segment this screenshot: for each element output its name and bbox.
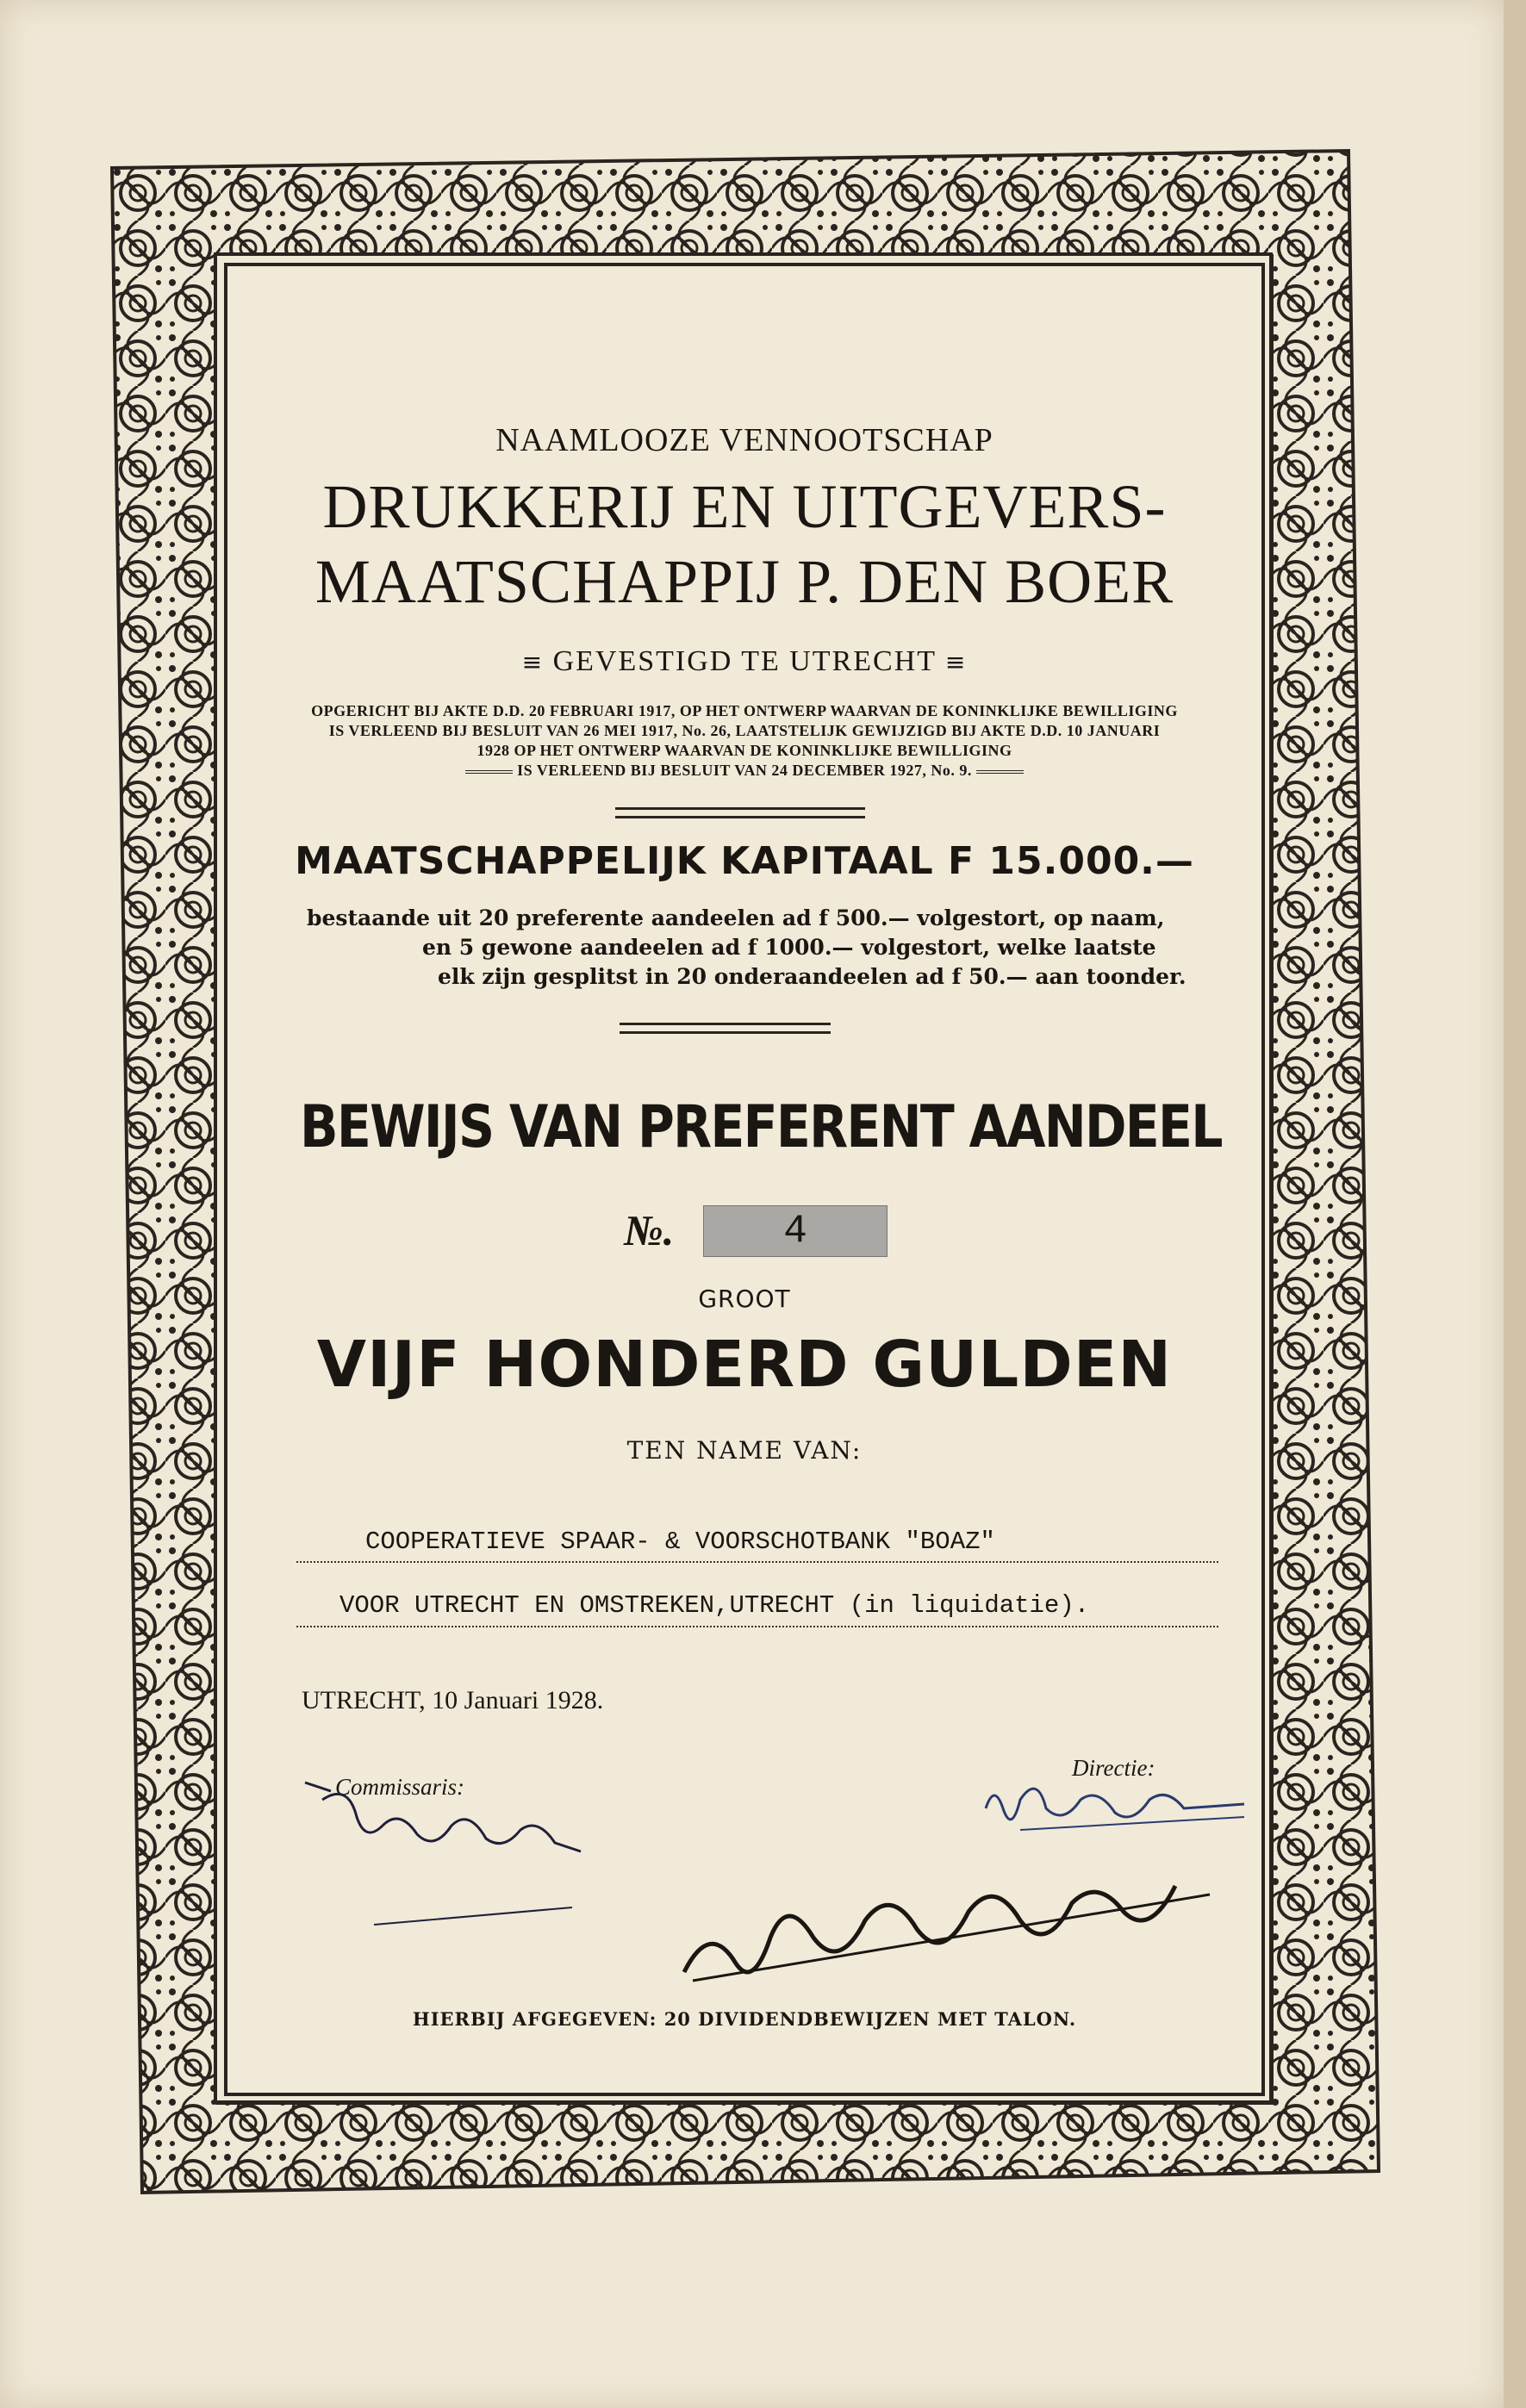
capital-detail-line: elk zijn gesplitst in 20 onderaandeelen ad f 50.— aan toonder. <box>438 964 1187 989</box>
certificate-number: 4 <box>703 1205 888 1257</box>
company-name-line2: MAATSCHAPPIJ P. DEN BOER <box>315 547 1174 616</box>
certificate-text-panel <box>224 263 1265 2096</box>
company-name-line1: DRUKKERIJ EN UITGEVERS- <box>322 472 1167 541</box>
paper-edge <box>1504 0 1526 2408</box>
holder-name-line1: COOPERATIEVE SPAAR- & VOORSCHOTBANK "BOAZ" <box>365 1528 995 1556</box>
divider <box>620 1023 831 1025</box>
company-type: NAAMLOOZE VENNOOTSCHAP <box>495 422 993 458</box>
dotted-line <box>296 1561 1218 1563</box>
triple-bar-icon: ≡ <box>944 648 968 676</box>
founding-line-text: IS VERLEEND BIJ BESLUIT VAN 24 DECEMBER 1927, No. 9. <box>517 762 972 779</box>
place-date: UTRECHT, 10 Januari 1928. <box>302 1686 604 1714</box>
seat-text: GEVESTIGD TE UTRECHT <box>552 645 937 677</box>
divider <box>620 1031 831 1034</box>
triple-bar-icon: ≡ <box>521 648 545 676</box>
groot-label: GROOT <box>698 1285 791 1313</box>
holder-label: TEN NAME VAN: <box>626 1436 863 1465</box>
company-seat <box>227 645 1261 678</box>
holder-name-line2: VOOR UTRECHT EN OMSTREKEN,UTRECHT (in liquidatie). <box>339 1591 1090 1620</box>
capital-detail-line: en 5 gewone aandeelen ad f 1000.— volgestort, welke laatste <box>422 935 1156 960</box>
footer-note: HIERBIJ AFGEGEVEN: 20 DIVIDENDBEWIJZEN MET TALON. <box>412 2008 1077 2030</box>
divider <box>465 770 513 774</box>
divider <box>976 770 1024 774</box>
dotted-line <box>296 1626 1218 1627</box>
founding-line <box>227 761 1261 781</box>
commissaris-label: Commissaris: <box>335 1774 465 1800</box>
divider <box>615 816 865 818</box>
founding-line: 1928 OP HET ONTWERP WAARVAN DE KONINKLIJKE BEWILLIGING <box>476 742 1012 759</box>
share-capital: MAATSCHAPPELIJK KAPITAAL F 15.000.— <box>295 839 1194 883</box>
director-signature-icon <box>676 1843 1227 1998</box>
founding-line: IS VERLEEND BIJ BESLUIT VAN 26 MEI 1917, No. 26, LAATSTELIJK GEWIJZIGD BIJ AKTE D.D. 10 JANUARI <box>328 722 1161 739</box>
founding-line: OPGERICHT BIJ AKTE D.D. 20 FEBRUARI 1917, OP HET ONTWERP WAARVAN DE KONINKLIJKE BEWILLIGING <box>311 702 1178 719</box>
directie-label: Directie: <box>1072 1755 1155 1781</box>
share-amount: VIJF HONDERD GULDEN <box>316 1328 1173 1402</box>
commissaris-signature-icon <box>296 1765 607 1938</box>
divider <box>615 807 865 810</box>
capital-detail-line: bestaande uit 20 preferente aandeelen ad f 500.— volgestort, op naam, <box>307 905 1165 930</box>
number-label: №. <box>624 1206 675 1254</box>
certificate-title: BEWIJS VAN PREFERENT AANDEEL <box>300 1093 1222 1161</box>
